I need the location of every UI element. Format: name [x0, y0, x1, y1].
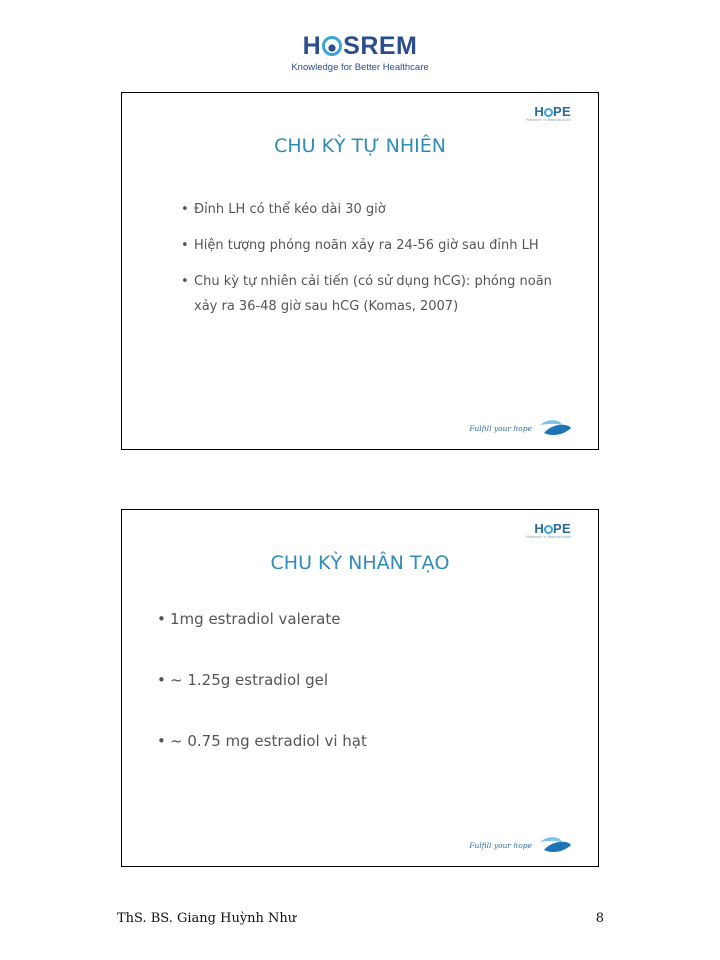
slide-artificial-cycle: [121, 509, 599, 867]
bullet-item: • ~ 0.75 mg estradiol vi hạt: [170, 731, 550, 751]
ring-icon: [544, 525, 553, 534]
ring-icon: [544, 108, 553, 117]
slide-footer-slogan: Fulfill your hope: [469, 423, 532, 433]
leaf-icon: [538, 419, 572, 437]
hope-logo-right: PE: [553, 104, 571, 119]
hope-logo-left: H: [534, 104, 545, 119]
bullet-list: [194, 197, 564, 330]
bullet-item: • Đỉnh LH có thể kéo dài 30 giờ: [194, 197, 564, 222]
slide-footer-slogan: Fulfill your hope: [469, 840, 532, 850]
hosrem-logo-right: SREM: [343, 32, 418, 60]
eye-icon: [322, 36, 342, 56]
slide-title: CHU KỲ NHÂN TẠO: [270, 552, 450, 574]
slide-footer-brand: [469, 836, 572, 854]
hope-logo-subtitle: Research in Reproduction: [526, 118, 571, 122]
leaf-icon: [538, 836, 572, 854]
slide-natural-cycle: [121, 92, 599, 450]
hope-logo-subtitle: Research in Reproduction: [526, 535, 571, 539]
bullet-item: • 1mg estradiol valerate: [170, 609, 550, 629]
hope-logo-right: PE: [553, 521, 571, 536]
hosrem-logo: [0, 30, 720, 74]
hope-logo: [526, 105, 571, 123]
hope-logo-wordmark: [526, 522, 571, 535]
page-number: 8: [595, 911, 604, 926]
bullet-item: • ~ 1.25g estradiol gel: [170, 670, 550, 690]
page-author: ThS. BS. Giang Huỳnh Như: [117, 911, 297, 926]
hosrem-logo-left: H: [302, 32, 322, 60]
slide-footer-brand: [469, 419, 572, 437]
hosrem-tagline: Knowledge for Better Healthcare: [291, 62, 429, 73]
hosrem-logo-wordmark: [303, 30, 418, 62]
bullet-item: • Chu kỳ tự nhiên cải tiến (có sử dụng hCG): phóng noãn xảy ra 36-48 giờ sau hCG (Komas, 2007): [194, 269, 564, 319]
hope-logo-wordmark: [526, 105, 571, 118]
bullet-list: [170, 609, 550, 792]
hope-logo: [526, 522, 571, 540]
hope-logo-left: H: [534, 521, 545, 536]
slide-title: CHU KỲ TỰ NHIÊN: [274, 135, 446, 157]
bullet-item: • Hiện tượng phóng noãn xảy ra 24-56 giờ sau đỉnh LH: [194, 233, 564, 258]
